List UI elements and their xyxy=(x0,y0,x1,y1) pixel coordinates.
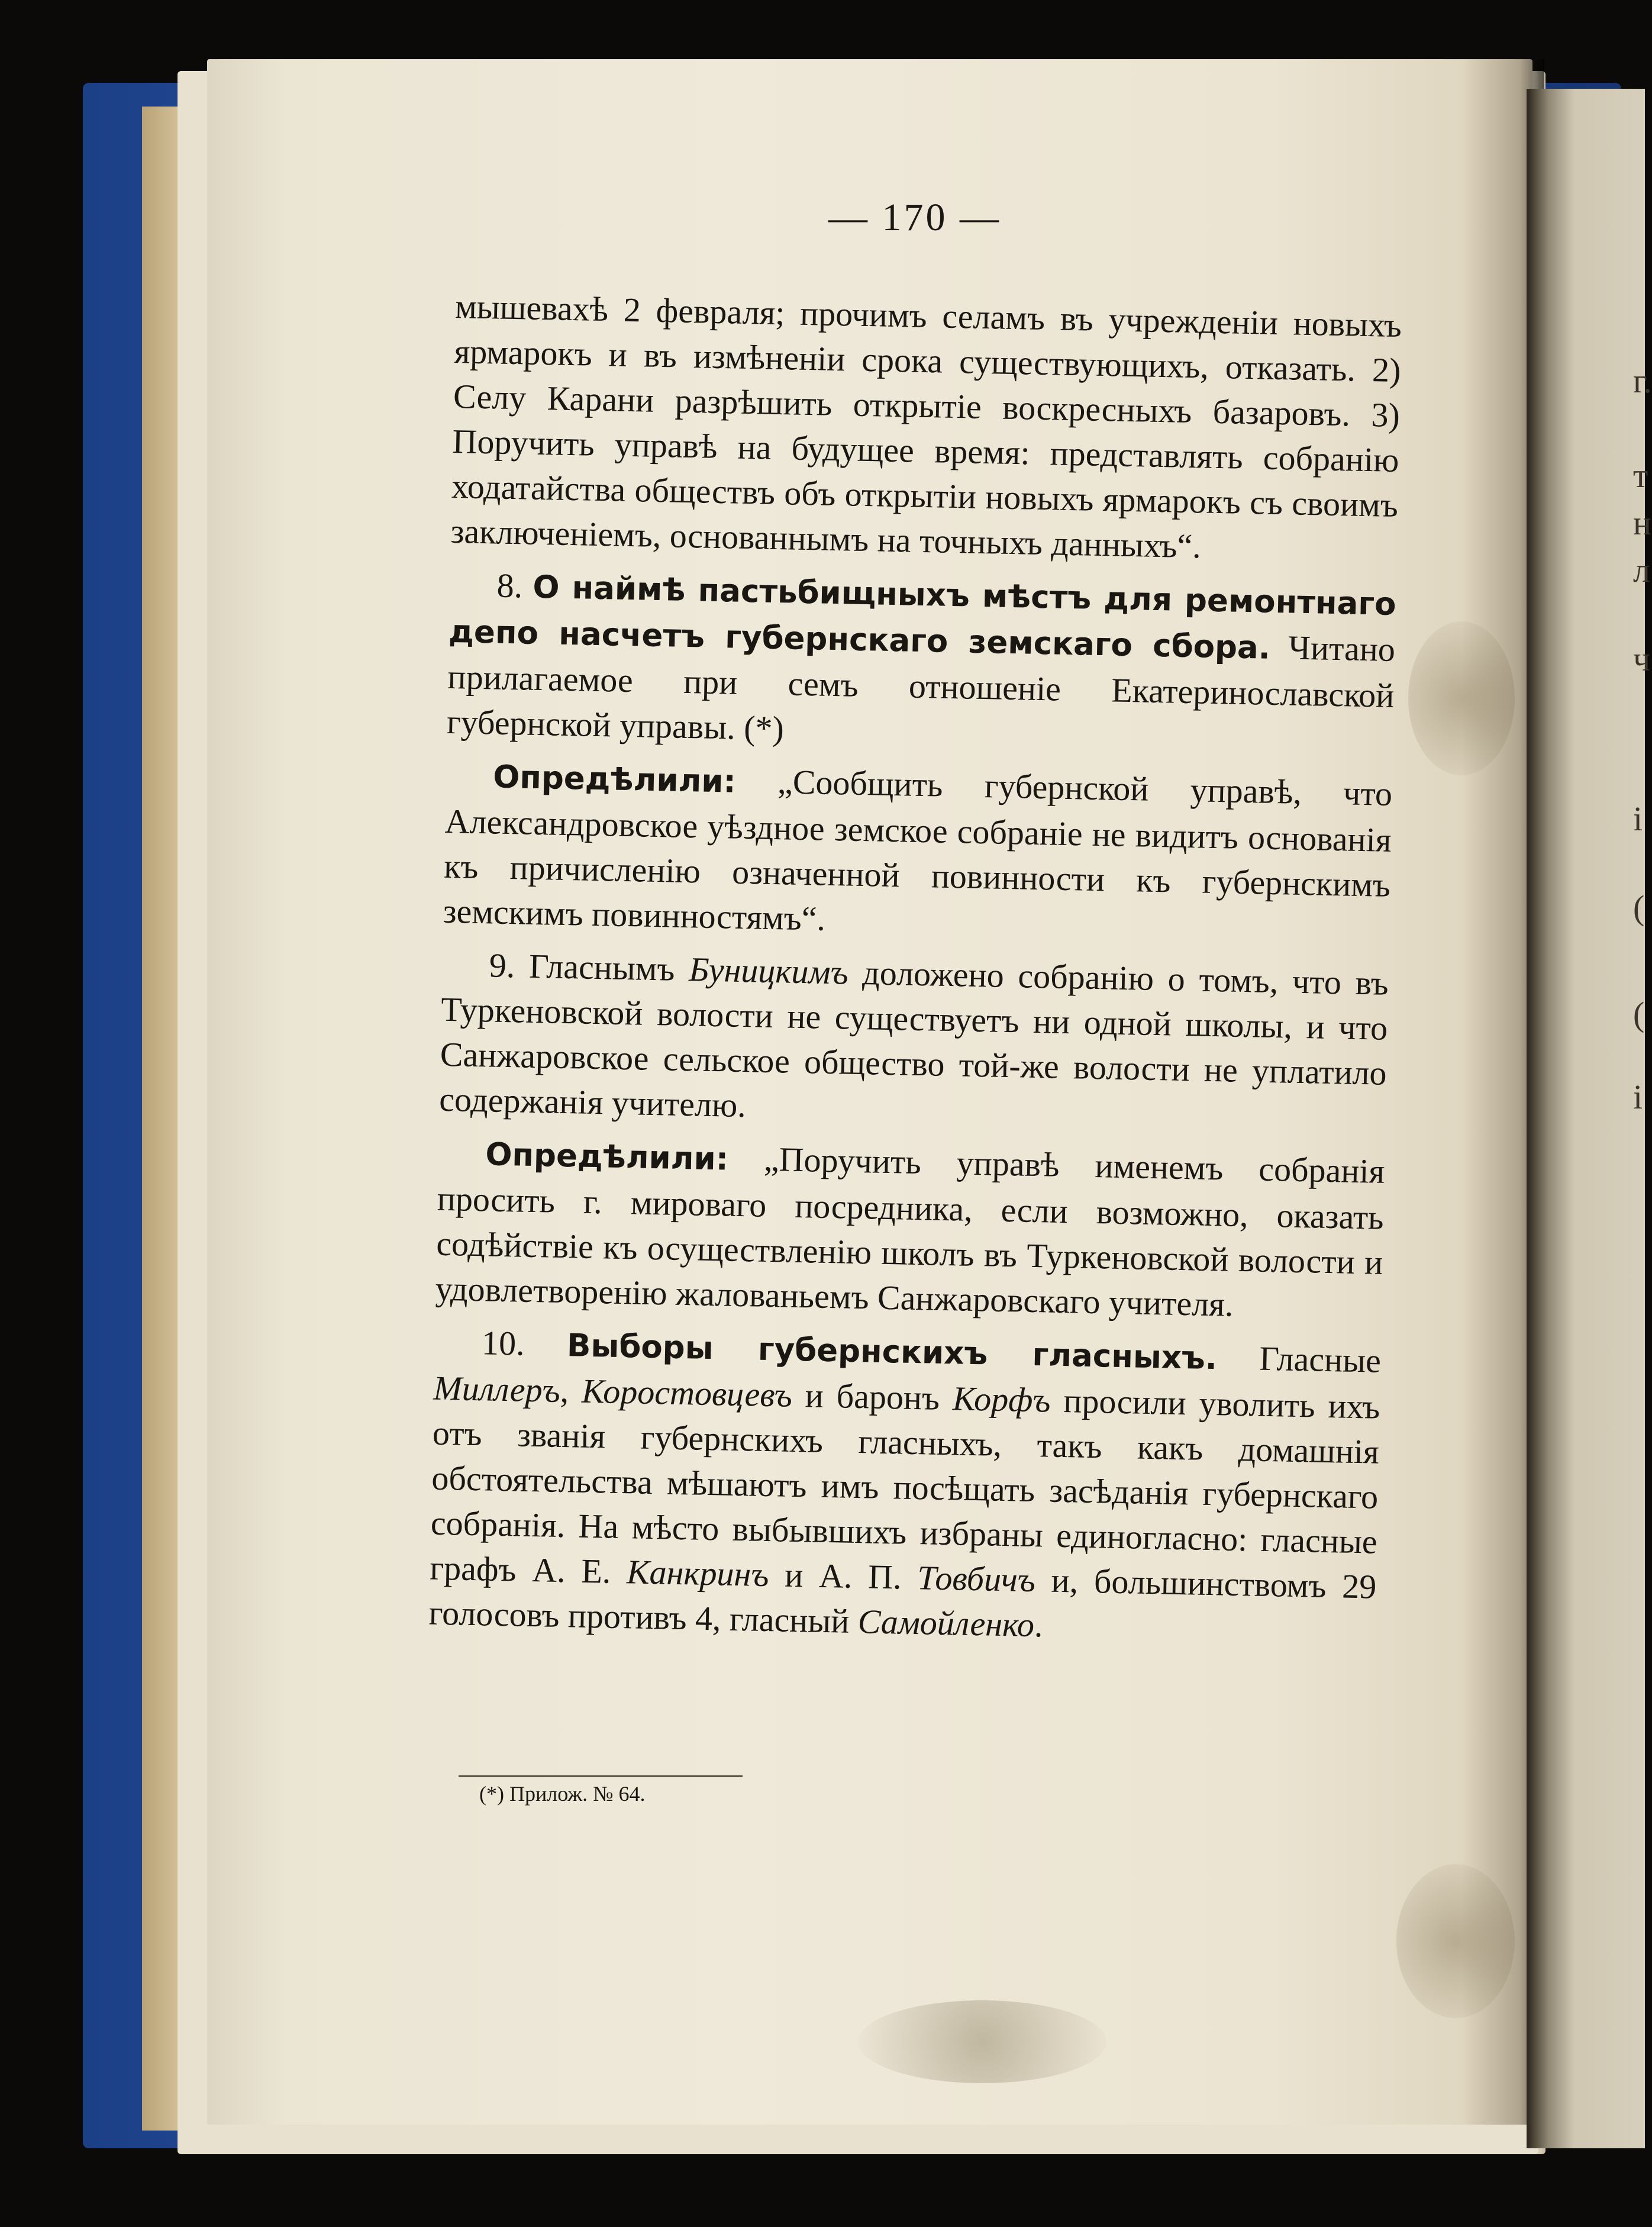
item-9-resolution xyxy=(435,1130,1385,1330)
person-name: Буницкимъ xyxy=(688,950,849,992)
item-text: Читано прилагаемое при семъ отношеніе Екатеринославской губернской управы. (*) xyxy=(446,628,1396,748)
item-number: 10. xyxy=(481,1323,525,1363)
item-8 xyxy=(446,562,1396,763)
person-name: Канкринъ xyxy=(626,1552,770,1594)
item-8-resolution xyxy=(443,753,1393,953)
paper-stain xyxy=(858,2000,1106,2083)
item-text: 9. Гласнымъ xyxy=(489,946,676,988)
item-text: и баронъ xyxy=(805,1376,940,1417)
adjacent-page-letter: т xyxy=(1633,456,1648,495)
item-text: доложено собранію о томъ, что въ Туркеновской волости не существуетъ ни одной школы, и что Санжаровское сельское общество той-же волости не уплатило содержанія учителю. xyxy=(438,953,1389,1125)
item-9 xyxy=(439,942,1389,1141)
item-heading: Выборы губернскихъ гласныхъ. xyxy=(566,1327,1218,1377)
person-name: Миллеръ xyxy=(433,1368,561,1410)
item-10 xyxy=(428,1320,1381,1655)
resolution-text: „Сообщить губернской управѣ, что Александровское уѣздное земское собраніе не видитъ основанія къ причисленію означенной повинности къ губернскимъ земскимъ повинностямъ“. xyxy=(443,762,1393,938)
item-text: просили уволить ихъ отъ званія губернскихъ гласныхъ, такъ какъ домашнія обстоятельства мѣшаютъ имъ посѣщать засѣданія губернскаго собранія. На мѣсто выбывшихъ избраны единогласно: гласные графъ А. Е. xyxy=(429,1381,1380,1591)
page-number: — 170 — xyxy=(828,196,1001,239)
resolution-text: „Поручить управѣ именемъ собранія просить г. мироваго посредника, если возможно, оказать содѣйствіе къ осуществленію школъ въ Туркеновской волости и удовлетворенію жалованьемъ Санжаровскаго учителя. xyxy=(435,1139,1385,1324)
item-text: и, большинствомъ 29 голосовъ противъ 4, гласный xyxy=(428,1561,1377,1641)
adjacent-page-letter: і xyxy=(1633,1078,1643,1116)
adjacent-page-letter: л xyxy=(1633,551,1650,589)
resolution-label: Опредѣлили: xyxy=(485,1136,729,1178)
resolution-label: Опредѣлили: xyxy=(492,759,737,800)
person-name: Корфъ xyxy=(952,1379,1051,1420)
item-number: 8. xyxy=(496,566,523,605)
item-heading: О наймѣ пастьбищныхъ мѣстъ для ремонтнаго депо насчетъ губернскаго земскаго сбора. xyxy=(448,569,1397,666)
adjacent-page-letter: н xyxy=(1633,504,1652,542)
person-name: Коростовцевъ xyxy=(581,1371,793,1414)
item-text: , xyxy=(560,1371,569,1410)
person-name: Товбичъ xyxy=(917,1558,1036,1600)
page-body xyxy=(428,284,1402,1655)
adjacent-page-letter: ( xyxy=(1633,888,1645,927)
person-name: Самойленко xyxy=(857,1602,1035,1645)
adjacent-page-letter: г. xyxy=(1633,362,1652,400)
adjacent-page-letter: і xyxy=(1633,800,1643,838)
item-text: . xyxy=(1034,1606,1044,1645)
adjacent-page-letter: ( xyxy=(1633,995,1645,1033)
item-text: Гласные xyxy=(1259,1339,1382,1380)
adjacent-page-letter: ч xyxy=(1633,640,1651,678)
footnote: (*) Прилож. № 64. xyxy=(479,1782,646,1806)
item-text: и А. П. xyxy=(784,1555,902,1597)
footnote-rule xyxy=(459,1775,743,1777)
paragraph-continuation: мышевахѣ 2 февраля; прочимъ селамъ въ учрежденіи новыхъ ярмарокъ и въ измѣненіи срока существующихъ, отказать. 2) Селу Карани разрѣшить открытіе воскресныхъ базаровъ. 3) Поручить управѣ на будущее время: представлять собранію ходатайства обществъ объ открытіи новыхъ ярмарокъ съ своимъ заключеніемъ, основаннымъ на точныхъ данныхъ“. xyxy=(450,286,1402,566)
adjacent-page xyxy=(1527,89,1645,2148)
